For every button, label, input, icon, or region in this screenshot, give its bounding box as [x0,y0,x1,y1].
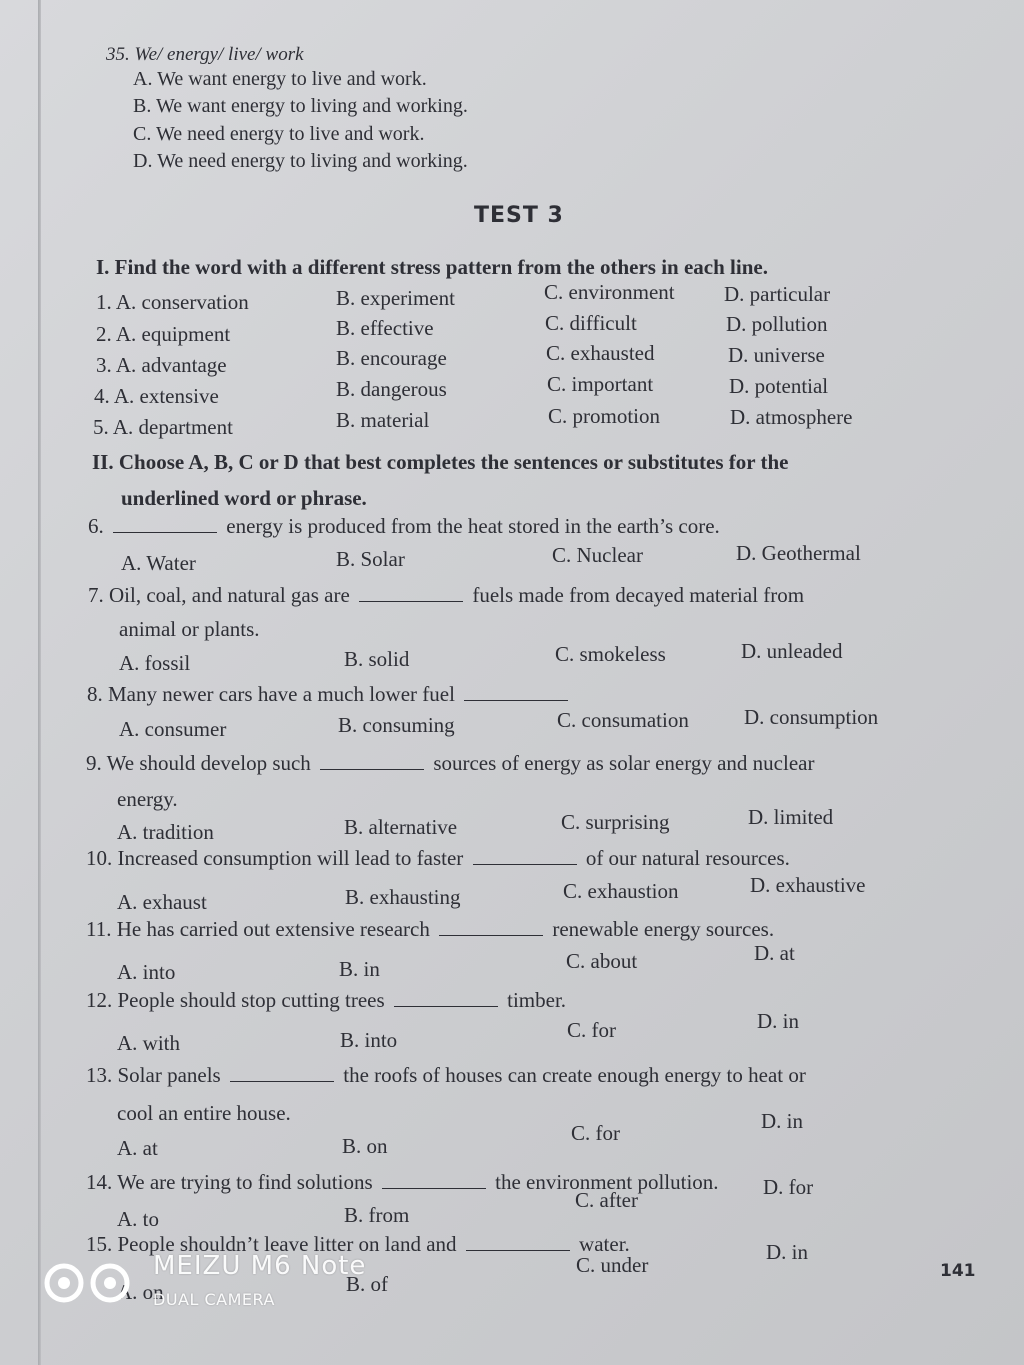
stress-1-d: D. particular [724,282,831,306]
q10-answer-blank [473,864,577,865]
q15-option-b: B. of [346,1272,388,1296]
q12-option-b: B. into [340,1028,398,1052]
q35-option-c: C. We need energy to live and work. [133,123,425,145]
q11-answer-blank [439,935,543,936]
q12-after: timber. [507,988,567,1012]
q15-after: water. [579,1232,630,1256]
q8-option-c: C. consumation [557,708,689,732]
q9-stem [86,751,814,776]
q15-number: 15. [86,1232,113,1256]
q9-continuation: energy. [117,787,178,811]
stress-3-b: B. encourage [336,346,447,370]
stress-2-b: B. effective [336,316,434,340]
q9-option-a: A. tradition [117,820,214,844]
q13-answer-blank [230,1081,334,1082]
watermark-brand: MEIZU M6 Note [153,1251,367,1281]
q6-option-b: B. Solar [336,547,405,571]
q8-number: 8. [87,682,103,706]
q10-option-b: B. exhausting [345,885,461,909]
q13-continuation: cool an entire house. [117,1101,291,1125]
q14-option-d: D. for [763,1175,814,1199]
q11-before: He has carried out extensive research [116,917,430,941]
q6-option-d: D. Geothermal [736,541,861,565]
q6-option-a: A. Water [121,551,196,575]
q9-answer-blank [320,769,424,770]
q13-stem [86,1063,806,1088]
q12-option-c: C. for [567,1018,616,1042]
q7-continuation: animal or plants. [119,617,260,641]
q6-option-c: C. Nuclear [552,543,643,567]
q6-stem [88,514,720,539]
stress-3-d: D. universe [728,343,825,367]
q7-stem [88,583,804,608]
q9-option-c: C. surprising [561,810,670,834]
q8-option-b: B. consuming [338,713,455,737]
q8-answer-blank [464,700,568,701]
stress-4-b: B. dangerous [336,377,447,401]
q15-option-a: A. on [117,1280,164,1304]
q14-number: 14. [86,1170,113,1194]
q11-option-b: B. in [339,957,380,981]
q6-number: 6. [88,514,104,538]
stress-5-a: 5. A. department [93,415,233,439]
stress-1-c: C. environment [544,280,675,304]
q7-option-a: A. fossil [119,651,191,675]
stress-3-a: 3. A. advantage [96,353,227,377]
q12-option-d: D. in [757,1009,799,1033]
q35-prompt: 35. We/ energy/ live/ work [106,44,304,65]
q11-option-c: C. about [566,949,638,973]
stress-4-a: 4. A. extensive [94,384,219,408]
q7-option-c: C. smokeless [555,642,666,666]
q9-option-d: D. limited [748,805,834,829]
stress-5-b: B. material [336,408,430,432]
q8-stem [87,682,572,707]
q13-option-b: B. on [342,1134,388,1158]
page-spine-shadow [38,0,41,1365]
stress-5-d: D. atmosphere [730,405,853,429]
q15-option-d: D. in [766,1240,808,1264]
q9-option-b: B. alternative [344,815,458,839]
stress-2-c: C. difficult [545,311,637,335]
q10-option-a: A. exhaust [117,890,207,914]
q10-number: 10. [86,846,113,870]
page-number: 141 [940,1261,976,1281]
q6-after: energy is produced from the heat stored in the earth’s core. [226,514,720,538]
q10-before: Increased consumption will lead to faster [117,846,464,870]
section-2-heading-line1: II. Choose A, B, C or D that best completes the sentences or substitutes for the [92,450,789,474]
q14-option-b: B. from [344,1203,410,1227]
q11-number: 11. [86,917,112,941]
q7-after: fuels made from decayed material from [472,583,805,607]
test-title: TEST 3 [474,203,564,228]
q8-option-d: D. consumption [744,705,879,729]
q7-answer-blank [359,601,463,602]
stress-2-a: 2. A. equipment [96,322,231,346]
stress-4-d: D. potential [729,374,829,398]
q7-before: Oil, coal, and natural gas are [109,583,350,607]
q14-option-a: A. to [117,1207,159,1231]
q12-stem [86,988,566,1013]
q14-before: We are trying to find solutions [117,1170,373,1194]
q14-answer-blank [382,1188,486,1189]
q6-answer-blank [113,532,217,533]
q13-number: 13. [86,1063,113,1087]
q10-option-c: C. exhaustion [563,879,679,903]
q10-option-d: D. exhaustive [750,873,866,897]
q9-after: sources of energy as solar energy and nuclear [433,751,815,775]
q7-number: 7. [88,583,104,607]
q8-option-a: A. consumer [119,717,227,741]
q35-option-d: D. We need energy to living and working. [133,150,468,172]
q15-before: People shouldn’t leave litter on land and [117,1232,457,1256]
watermark-sub: DUAL CAMERA [153,1290,275,1309]
q8-before: Many newer cars have a much lower fuel [108,682,455,706]
q14-option-c: C. after [575,1188,638,1212]
section-1-heading: I. Find the word with a different stress pattern from the others in each line. [96,255,768,279]
q13-before: Solar panels [117,1063,221,1087]
q11-after: renewable energy sources. [552,917,775,941]
stress-1-b: B. experiment [336,286,455,310]
stress-5-c: C. promotion [548,404,661,428]
q13-option-c: C. for [571,1121,620,1145]
section-2-heading-line2: underlined word or phrase. [121,486,367,510]
q7-option-b: B. solid [344,647,410,671]
q12-number: 12. [86,988,113,1012]
stress-3-c: C. exhausted [546,341,655,365]
q35-option-b: B. We want energy to living and working. [133,95,468,117]
q15-answer-blank [466,1250,570,1251]
q12-answer-blank [394,1006,498,1007]
q13-option-a: A. at [117,1136,158,1160]
q13-after: the roofs of houses can create enough energy to heat or [343,1063,806,1087]
q11-stem [86,917,774,942]
stress-1-a: 1. A. conservation [96,290,249,314]
q11-option-a: A. into [117,960,176,984]
q13-option-d: D. in [761,1109,803,1133]
q10-after: of our natural resources. [585,846,790,870]
stress-2-d: D. pollution [726,312,828,336]
q11-option-d: D. at [754,941,795,965]
q12-option-a: A. with [117,1031,180,1055]
stress-4-c: C. important [547,372,654,396]
q35-option-a: A. We want energy to live and work. [133,68,427,90]
q9-number: 9. [86,751,102,775]
q9-before: We should develop such [106,751,311,775]
dual-lens-logo-icon [44,1262,136,1304]
q15-option-c: C. under [576,1253,649,1277]
q7-option-d: D. unleaded [741,639,843,663]
q14-after: the environment pollution. [495,1170,719,1194]
q10-stem [86,846,790,871]
q12-before: People should stop cutting trees [117,988,385,1012]
